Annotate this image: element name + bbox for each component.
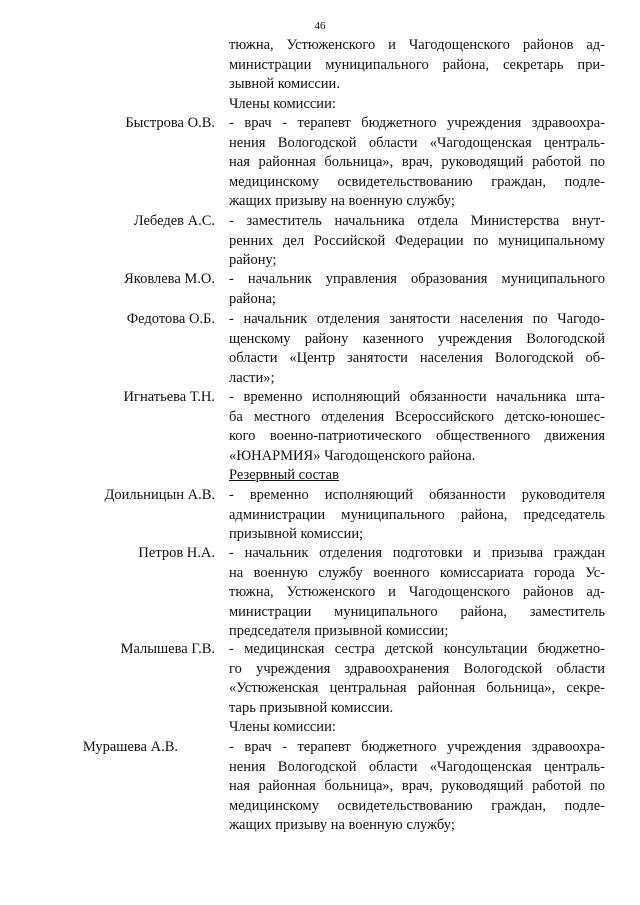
text-line: на военную службу военного комиссариата города Ус- (229, 564, 605, 581)
text-line: ная районная больница», врач, руководящий работой по (229, 154, 605, 170)
text-line: - начальник управления образования муниципального (229, 271, 605, 287)
text-line: ба местного отделения Всероссийского детско-юношес- (229, 408, 605, 425)
text-line: тюжна, Устюженского и Чагодощенского районов ад- (229, 37, 605, 53)
member-duties (229, 738, 605, 836)
text-line: ренних дел Российской Федерации по муниципальному (229, 232, 605, 249)
member-name: Яковлева М.О. (124, 271, 215, 287)
text-line: зывной комиссии. (229, 76, 340, 92)
text-line: района; (229, 290, 276, 307)
reserve-heading: Резервный состав (229, 467, 339, 483)
member-duties (229, 544, 605, 642)
text-line: го учреждения здравоохранения Вологодской области (229, 660, 605, 677)
member-duties (229, 310, 605, 388)
page-number: 46 (314, 20, 326, 32)
text-line: - врач - терапевт бюджетного учреждения здравоохра- (229, 739, 605, 755)
text-line: области «Центр занятости населения Вологодской об- (229, 350, 605, 366)
member-name: Петров Н.А. (138, 545, 215, 561)
member-duties (229, 388, 605, 466)
member-duties (229, 270, 605, 309)
text-line: - врач - терапевт бюджетного учреждения здравоохра- (229, 115, 605, 131)
text-line: - заместитель начальника отдела Министерства внут- (229, 213, 605, 229)
text-line: ласти»; (229, 369, 275, 386)
member-duties (229, 212, 605, 271)
text-line: нения Вологодской области «Чагодощенская централь- (229, 134, 605, 151)
text-line: тюжна, Устюженского и Чагодощенского районов ад- (229, 584, 605, 600)
text-line: медицинскому освидетельствованию граждан, подле- (229, 797, 605, 814)
intro-paragraph (229, 36, 605, 95)
text-line: - медицинская сестра детской консультации бюджетно- (229, 641, 605, 657)
text-line: медицинскому освидетельствованию граждан, подле- (229, 173, 605, 190)
text-line: - начальник отделения подготовки и призыва граждан (229, 545, 605, 561)
member-duties (229, 640, 605, 718)
member-duties (229, 486, 605, 545)
text-line: «ЮНАРМИЯ» Чагодощенского района. (229, 447, 476, 464)
text-line: администрации муниципального района, председатель (229, 506, 605, 523)
text-line: министрации муниципального района, заместитель (229, 603, 605, 620)
text-line: кого военно-патриотического общественного движения (229, 428, 605, 444)
member-name: Федотова О.Б. (126, 311, 215, 327)
text-line: нения Вологодской области «Чагодощенская централь- (229, 758, 605, 775)
member-name: Игнатьева Т.Н. (123, 389, 215, 405)
member-name: Малышева Г.В. (120, 641, 215, 657)
member-duties (229, 114, 605, 212)
member-name: Лебедев А.С. (133, 213, 215, 229)
text-line: щенскому району казенного учреждения Вологодской (229, 330, 605, 347)
text-line: ная районная больница», врач, руководящий работой по (229, 778, 605, 794)
member-name: Мурашева А.В. (82, 739, 178, 755)
text-line: - временно исполняющий обязанности руководителя (229, 487, 605, 503)
text-line: жащих призыву на военную службу; (229, 817, 455, 833)
text-line: призывной комиссии; (229, 526, 364, 542)
text-line: - временно исполняющий обязанности начальника шта- (229, 389, 605, 405)
text-line: председателя призывной комиссии; (229, 623, 449, 639)
members-heading: Члены комиссии: (229, 96, 336, 112)
text-line: жащих призыву на военную службу; (229, 193, 455, 209)
text-line: министрации муниципального района, секретарь при- (229, 56, 605, 73)
text-line: «Устюженская центральная районная больница», секре- (229, 680, 605, 696)
text-line: району; (229, 252, 277, 268)
text-line: тарь призывной комиссии. (229, 699, 394, 716)
text-line: - начальник отделения занятости населения по Чагодо- (229, 311, 605, 327)
reserve-members-heading: Члены комиссии: (229, 719, 336, 735)
member-name: Доильницын А.В. (104, 487, 215, 503)
member-name: Быстрова О.В. (125, 115, 215, 131)
